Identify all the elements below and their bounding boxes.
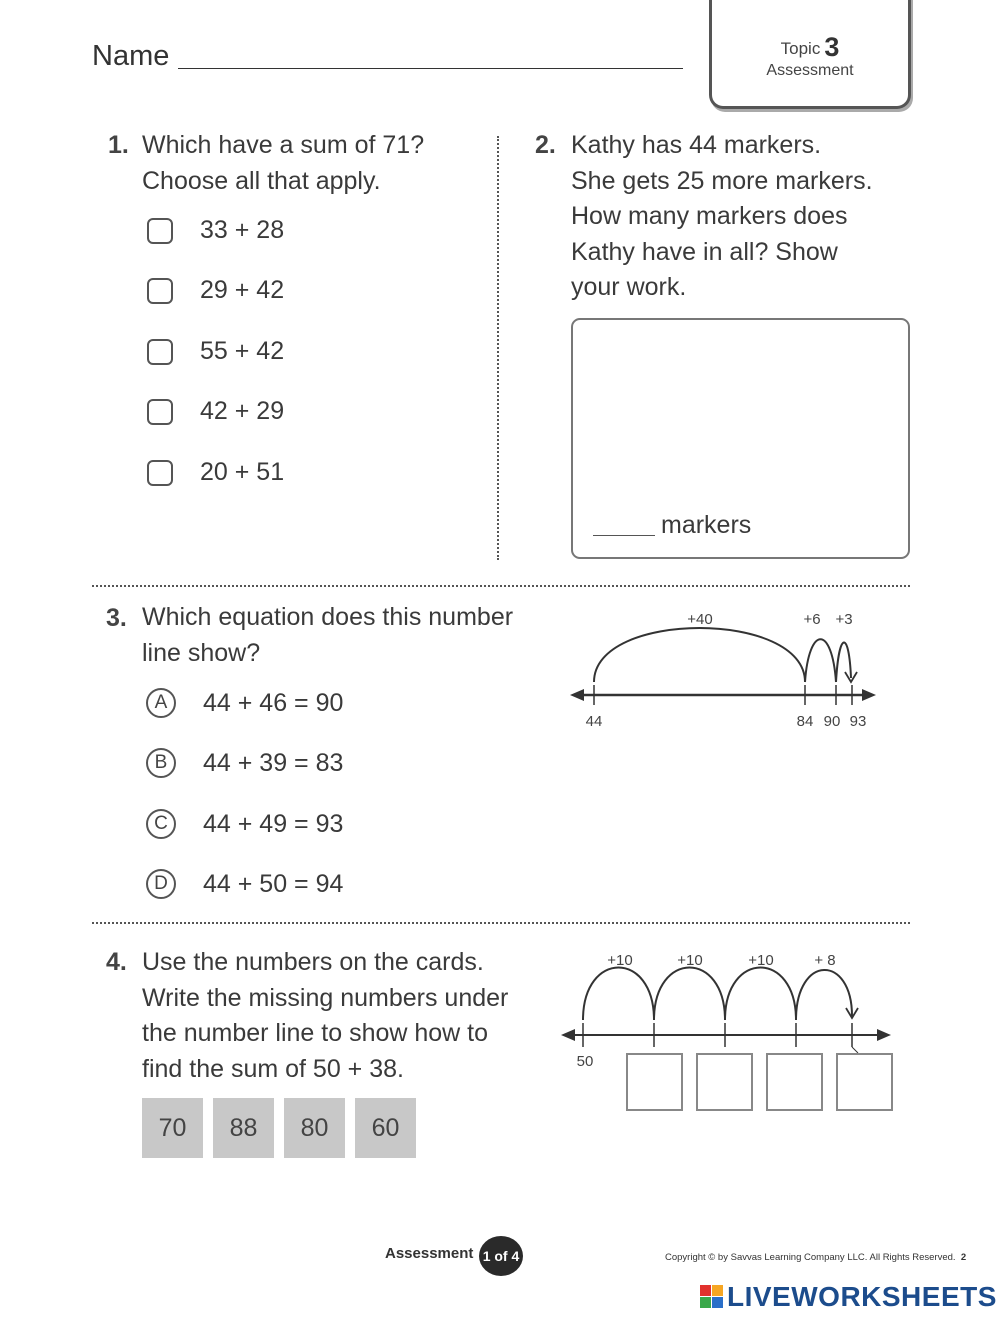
q1-choice-label: 55 + 42 <box>200 337 285 365</box>
q2-prompt-line: your work. <box>571 273 687 301</box>
q2-prompt-line: Kathy has 44 markers. <box>571 131 822 159</box>
q2-prompt <box>571 128 911 306</box>
answer-box[interactable] <box>767 1054 822 1110</box>
answer-box[interactable] <box>837 1054 892 1110</box>
topic-number: 3 <box>824 32 840 62</box>
q3-option-label: 44 + 39 = 83 <box>203 749 344 777</box>
radio-option-c[interactable]: C <box>146 809 176 839</box>
section-divider <box>92 585 910 587</box>
name-label: Name <box>92 40 170 72</box>
q3-option-label: 44 + 50 = 94 <box>203 870 344 898</box>
jump-arc <box>654 968 725 1021</box>
tick-label: 44 <box>585 713 603 730</box>
q4-number: 4. <box>106 948 127 976</box>
q4-prompt-line: the number line to show how to <box>142 1019 489 1047</box>
axis-arrow-right <box>862 689 876 701</box>
q3-option-label: 44 + 49 = 93 <box>203 810 344 838</box>
checkbox[interactable] <box>147 278 173 304</box>
jump-arc <box>805 639 836 682</box>
q3-prompt-line: line show? <box>142 638 261 667</box>
jump-label: +6 <box>803 611 821 628</box>
q2-prompt-line: How many markers does <box>571 202 848 230</box>
q3-option-label: 44 + 46 = 90 <box>203 689 344 717</box>
jump-arc <box>796 970 852 1020</box>
jump-label: +3 <box>835 611 853 628</box>
checkbox[interactable] <box>147 460 173 486</box>
checkbox[interactable] <box>147 218 173 244</box>
q4-prompt-line: Write the missing numbers under <box>142 983 509 1012</box>
radio-option-a[interactable]: A <box>146 688 176 718</box>
q1-choice-label: 29 + 42 <box>200 276 285 304</box>
topic-label: Topic <box>780 39 821 58</box>
page-number: 2 <box>960 1252 967 1263</box>
q4-prompt-line: find the sum of 50 + 38. <box>142 1054 404 1083</box>
number-card[interactable]: 88 <box>213 1098 274 1158</box>
q4-number-line <box>555 940 900 1120</box>
copyright-text: Copyright © by Savvas Learning Company LLC. All Rights Reserved. <box>665 1252 956 1263</box>
jump-label: +10 <box>748 952 774 969</box>
axis-arrow-right <box>877 1029 891 1041</box>
page-badge: 1 of 4 <box>479 1236 523 1276</box>
q1-prompt-line: Choose all that apply. <box>142 166 381 195</box>
logo-blocks-icon <box>700 1285 724 1309</box>
tick-label: 50 <box>576 1053 594 1070</box>
topic-title <box>712 32 908 63</box>
q2-answer-unit: markers <box>661 511 752 539</box>
jump-label: +10 <box>607 952 633 969</box>
checkbox[interactable] <box>147 339 173 365</box>
number-card[interactable]: 80 <box>284 1098 345 1158</box>
q3-number-line <box>560 600 890 740</box>
q1-prompt-line: Which have a sum of 71? <box>142 131 425 159</box>
q2-number: 2. <box>535 131 556 159</box>
topic-tab <box>709 0 911 109</box>
q2-prompt-line: She gets 25 more markers. <box>571 166 873 195</box>
q3-prompt-line: Which equation does this number <box>142 603 514 631</box>
q4-prompt <box>142 945 508 1087</box>
tick-label: 84 <box>796 713 814 730</box>
q4-prompt-line: Use the numbers on the cards. <box>142 948 484 976</box>
q1-prompt <box>142 128 424 199</box>
q2-answer-blank[interactable] <box>593 535 655 536</box>
name-input-line[interactable] <box>178 68 683 69</box>
tick-label: 93 <box>849 713 867 730</box>
answer-box[interactable] <box>627 1054 682 1110</box>
connector <box>852 1047 858 1053</box>
axis-arrow-left <box>570 689 584 701</box>
section-divider <box>92 922 910 924</box>
topic-subtitle: Assessment <box>766 62 854 79</box>
number-card[interactable]: 60 <box>355 1098 416 1158</box>
jump-label: +10 <box>677 952 703 969</box>
jump-arc <box>836 642 851 682</box>
checkbox[interactable] <box>147 399 173 425</box>
q2-prompt-line: Kathy have in all? Show <box>571 237 838 266</box>
q1-choice-label: 20 + 51 <box>200 458 285 486</box>
brand-name: LIVEWORKSHEETS <box>727 1281 997 1312</box>
axis-arrow-left <box>561 1029 575 1041</box>
radio-option-d[interactable]: D <box>146 869 176 899</box>
jump-label: + 8 <box>814 952 836 969</box>
tick-label: 90 <box>823 713 841 730</box>
q1-choice-label: 33 + 28 <box>200 216 285 244</box>
radio-option-b[interactable]: B <box>146 748 176 778</box>
q3-number: 3. <box>106 604 127 632</box>
jump-label: +40 <box>687 611 713 628</box>
footer-assessment-label: Assessment <box>385 1245 474 1262</box>
jump-arc <box>594 628 805 682</box>
q1-number: 1. <box>108 131 129 159</box>
jump-arc <box>725 968 796 1021</box>
number-card[interactable]: 70 <box>142 1098 203 1158</box>
q3-prompt <box>142 600 513 671</box>
column-divider <box>497 136 499 560</box>
copyright <box>665 1252 966 1263</box>
jump-arc <box>583 968 654 1021</box>
answer-box[interactable] <box>697 1054 752 1110</box>
q1-choice-label: 42 + 29 <box>200 397 285 425</box>
